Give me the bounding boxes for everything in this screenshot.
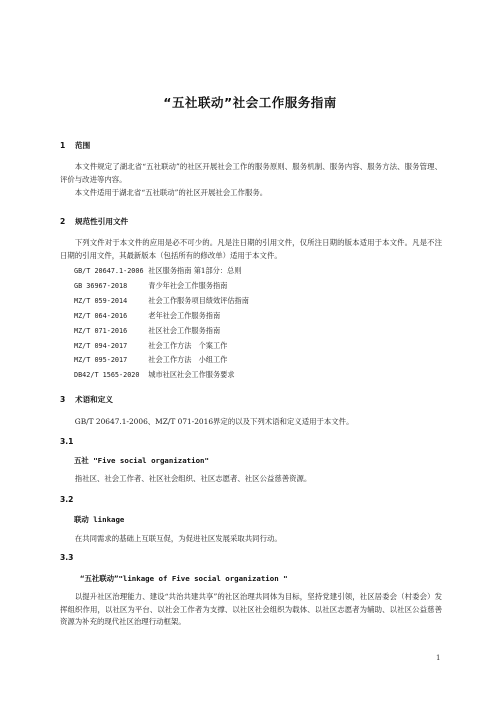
term-heading: 联动 linkage xyxy=(74,515,125,524)
term-definition: 以提升社区治理能力、建设“共治共建共享”的社区治理共同体为目标，坚持党建引领，社区居委会（村委会）发挥组织作用，以社区为平台、以社会工作者为支撑、以社区社会组织为载体、以社区志愿者为辅助、以社区公益慈善资源为补充的现代社区治理行动框架。 xyxy=(60,592,442,626)
section-number: 1 xyxy=(60,141,66,150)
term-definition: 指社区、社会工作者、社区社会组织、社区志愿者、社区公益慈善资源。 xyxy=(74,474,312,483)
reference-item: MZ/T 071-2016 社区社会工作服务指南 xyxy=(74,326,221,335)
term-heading: 五社 "Five social organization" xyxy=(74,456,209,465)
scope-paragraph-2: 本文件适用于湖北省“五社联动”的社区开展社会工作服务。 xyxy=(74,188,268,197)
reference-item: MZ/T 095-2017 社会工作方法 小组工作 xyxy=(74,355,228,364)
document-title: “五社联动”社会工作服务指南 xyxy=(163,95,337,110)
term-number: 3.3 xyxy=(60,553,74,562)
page-number: 1 xyxy=(436,654,441,662)
references-paragraph: 下列文件对于本文件的应用是必不可少的。凡是注日期的引用文件，仅所注日期的版本适用于本文件。凡是不注日期的引用文件，其最新版本（包括所有的修改单）适用于本文件。 xyxy=(60,238,442,260)
term-number: 3.1 xyxy=(60,437,74,446)
term-heading: “五社联动”"linkage of Five social organization " xyxy=(80,574,288,583)
section-title: 术语和定义 xyxy=(75,395,113,404)
reference-item: MZ/T 064-2016 老年社会工作服务指南 xyxy=(74,311,221,320)
scope-paragraph-1: 本文件规定了湖北省“五社联动”的社区开展社会工作的服务原则、服务机制、服务内容、服务方法、服务管理、评价与改进等内容。 xyxy=(60,162,442,184)
term-number: 3.2 xyxy=(60,495,74,504)
reference-item: MZ/T 094-2017 社会工作方法 个案工作 xyxy=(74,341,228,350)
reference-item: MZ/T 059-2014 社会工作服务项目绩效评估指南 xyxy=(74,296,249,305)
term-definition: 在共同需求的基础上互联互促，为促进社区发展采取共同行动。 xyxy=(74,534,282,543)
section-title: 规范性引用文件 xyxy=(75,217,129,226)
reference-item: GB/T 20647.1-2006 社区服务指南 第1部分：总则 xyxy=(74,266,242,275)
reference-item: DB42/T 1565-2020 城市社区社会工作服务要求 xyxy=(74,370,235,379)
section-heading-normative-references xyxy=(60,216,128,227)
section-title: 范围 xyxy=(75,141,91,150)
section-heading-terms-definitions xyxy=(60,394,113,405)
terms-intro-paragraph: GB/T 20647.1-2006、MZ/T 071-2016界定的以及下列术语和定义适用于本文件。 xyxy=(74,417,354,426)
reference-item: GB 36967-2018 青少年社会工作服务指南 xyxy=(74,281,228,290)
section-number: 3 xyxy=(60,395,66,404)
section-heading-scope xyxy=(60,140,90,151)
section-number: 2 xyxy=(60,217,66,226)
